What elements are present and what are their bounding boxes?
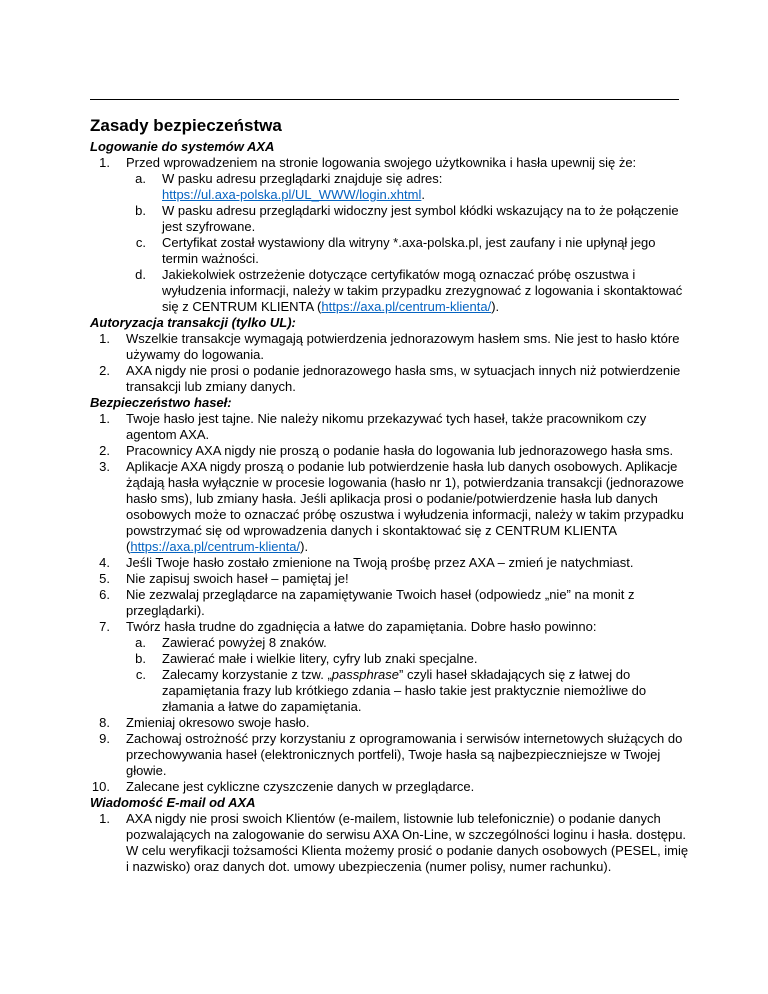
list-item-text: Twórz hasła trudne do zgadnięcia a łatwe do zapamiętania. Dobre hasło powinno: [126,619,597,634]
list-item-text: Certyfikat został wystawiony dla witryny *.axa-polska.pl, jest zaufany i nie upłynął jego termin ważności. [162,235,656,266]
customer-center-link[interactable]: https://axa.pl/centrum-klienta/ [130,539,301,554]
list-item [90,363,690,395]
list-marker: a. [135,171,146,186]
sub-list-item [90,267,690,315]
list-item-text: Pracownicy AXA nigdy nie proszą o podanie hasła do logowania lub jednorazowego hasła sms. [126,443,674,458]
sub-list-item [90,651,690,667]
section-heading-email: Wiadomość E-mail od AXA [90,795,256,810]
list-marker: 3. [99,459,110,474]
sub-list-item [90,203,690,235]
list-marker: d. [135,267,146,282]
list-item [90,555,690,571]
list-item-text: Przed wprowadzeniem na stronie logowania swojego użytkownika i hasła upewnij się że: [126,155,637,170]
list-item [90,731,690,779]
list-item-text: Nie zapisuj swoich haseł – pamiętaj je! [126,571,349,586]
document-body [90,115,690,875]
list-item-text: AXA nigdy nie prosi swoich Klientów (e-mailem, listownie lub telefonicznie) o podanie danych pozwalających na zalogowanie do serwisu AXA On-Line, w szczególności loginu i hasła. dostępu. W celu weryfikacji tożsamości Klienta możemy prosić o podanie danych osobowych (PESEL, imię i nazwisko) oraz danych dot. umowy ubezpieczenia (numer polisy, numer rachunku). [126,811,689,874]
list-item-text: Zawierać powyżej 8 znaków. [162,635,327,650]
list-marker: c. [135,667,146,682]
list-item [90,619,690,635]
list-marker: 1. [99,811,110,826]
list-item [90,331,690,363]
list-marker: 1. [99,155,110,170]
list-item-text: AXA nigdy nie prosi o podanie jednorazowego hasła sms, w sytuacjach innych niż potwierdzenie transakcji lub zmiany danych. [126,363,681,394]
list-marker: 2. [99,443,110,458]
list-marker: b. [135,203,146,218]
list-marker: 4. [99,555,110,570]
list-item-text: Zachowaj ostrożność przy korzystaniu z oprogramowania i serwisów internetowych służących do przechowywania haseł (elektronicznych portfeli), Twoje hasła są najbezpieczniejsze w Twojej głowie. [126,731,683,778]
list-marker: 1. [99,411,110,426]
punctuation: . [421,187,425,202]
list-item-text: ” czyli haseł składających się z łatwej do zapamiętania frazy lub krótkiego zdania – hasło takie jest praktycznie niemożliwe do złamania a łatwe do zapamiętania. [162,667,647,714]
list-item-text: Aplikacje AXA nigdy proszą o podanie lub potwierdzenie hasła lub danych osobowych. Aplikacje żądają hasła wyłącznie w procesie logowania (hasło nr 1), potwierdzania transakcji (jednorazowe hasło sms), lub zmiany hasła. Jeśli aplikacja prosi o podanie/potwierdzenie hasła lub danych osobowych może to oznaczać próbę oszustwa i wyłudzenia informacji, należy w takim przypadku powstrzymać się od wprowadzenia danych i skontaktować się z CENTRUM KLIENTA ( [126,459,684,554]
sub-list-item [90,235,690,267]
list-marker: 1. [99,331,110,346]
customer-center-link[interactable]: https://axa.pl/centrum-klienta/ [321,299,492,314]
list-marker: c. [135,235,146,250]
list-marker: 5. [99,571,110,586]
list-item [90,715,690,731]
list-marker: 2. [99,363,110,378]
list-item-text: W pasku adresu przeglądarki znajduje się adres: [162,171,443,186]
list-item-text: Nie zezwalaj przeglądarce na zapamiętywanie Twoich haseł (odpowiedz „nie” na monit z przeglądarki). [126,587,635,618]
punctuation: ). [300,539,309,554]
list-item [90,779,690,795]
list-item-text: Wszelkie transakcje wymagają potwierdzenia jednorazowym hasłem sms. Nie jest to hasło które używamy do logowania. [126,331,680,362]
list-item [90,571,690,587]
list-item-text: Zawierać małe i wielkie litery, cyfry lub znaki specjalne. [162,651,478,666]
sub-list-item [90,171,690,203]
list-item [90,459,690,555]
list-marker: b. [135,651,146,666]
sub-list-item [90,635,690,651]
list-marker: 6. [99,587,110,602]
list-marker: 10. [91,779,110,794]
sub-list-item [90,667,690,715]
section-heading-authorization: Autoryzacja transakcji (tylko UL): [90,315,296,330]
page-title: Zasady bezpieczeństwa [90,116,282,135]
list-item [90,411,690,443]
list-item [90,811,690,875]
list-item [90,443,690,459]
login-url-link[interactable]: https://ul.axa-polska.pl/UL_WWW/login.xhtml [162,187,422,202]
list-item-text: Zmieniaj okresowo swoje hasło. [126,715,310,730]
list-marker: 8. [99,715,110,730]
list-marker: a. [135,635,146,650]
punctuation: ). [491,299,500,314]
section-heading-login: Logowanie do systemów AXA [90,139,275,154]
list-item [90,587,690,619]
list-item-text: Zalecane jest cykliczne czyszczenie danych w przeglądarce. [126,779,475,794]
top-divider [90,99,679,100]
list-item-text: Jeśli Twoje hasło zostało zmienione na Twoją prośbę przez AXA – zmień je natychmiast. [126,555,634,570]
list-marker: 9. [99,731,110,746]
list-item-text: Twoje hasło jest tajne. Nie należy nikomu przekazywać tych haseł, także pracownikom czy agentom AXA. [126,411,647,442]
list-item [90,155,690,171]
list-item-text: Jakiekolwiek ostrzeżenie dotyczące certyfikatów mogą oznaczać próbę oszustwa i wyłudzenia informacji, należy w takim przypadku zrezygnować z logowania i skontaktować się z CENTRUM KLIENTA ( [162,267,683,314]
list-item-text: W pasku adresu przeglądarki widoczny jest symbol kłódki wskazujący na to że połączenie jest szyfrowane. [162,203,679,234]
passphrase-term: passphrase [331,667,399,682]
list-item-text: Zalecamy korzystanie z tzw. „ [162,667,332,682]
section-heading-password-security: Bezpieczeństwo haseł: [90,395,232,410]
list-marker: 7. [99,619,110,634]
